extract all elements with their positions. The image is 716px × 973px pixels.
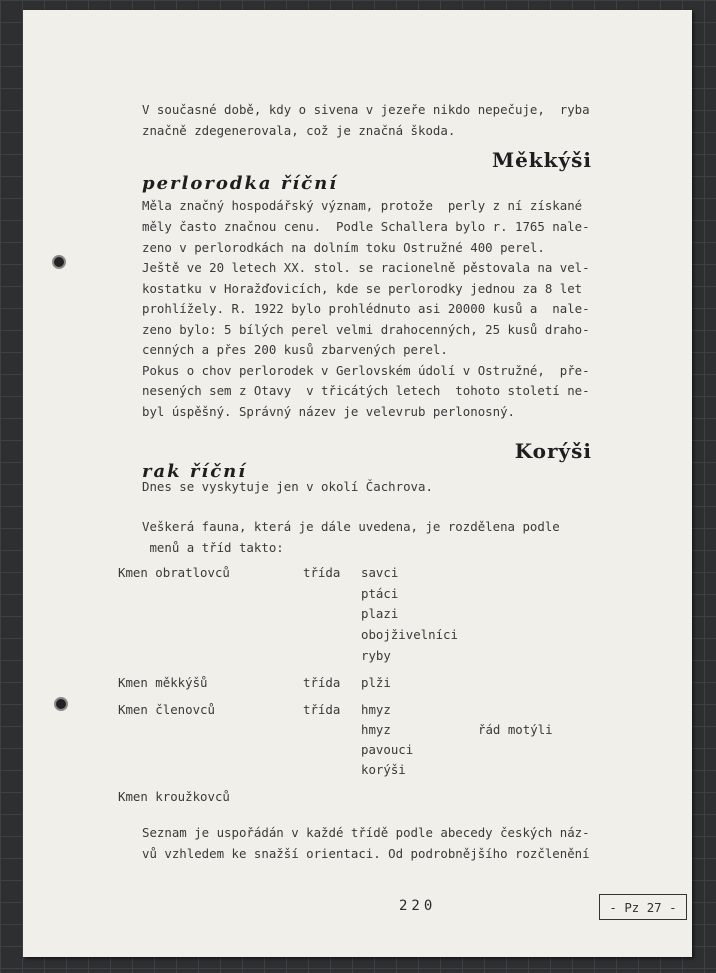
closing-line: Seznam je uspořádán v každé třídě podle abecedy českých náz- [142,825,590,840]
class-plazi: plazi [361,606,399,621]
pz-reference-box: - Pz 27 - [599,894,687,920]
subheading-rak: rak říční [142,461,248,482]
trida-label: třída [303,675,341,690]
paragraph-line: byl úspěšný. Správný název je velevrub perlonosný. [142,404,515,419]
section-heading-mekkysi: Měkkýši [491,148,592,172]
paragraph-line: Dnes se vyskytuje jen v okolí Čachrova. [142,479,433,494]
paragraph-line: Měla značný hospodářský význam, protože perly z ní získané [142,198,583,213]
paragraph-line: nesených sem z Otavy v třicátých letech tohoto století ne- [142,383,590,398]
class-obojzivelnici: obojživelníci [361,627,458,642]
intro-line: V současné době, kdy o sivena v jezeře nikdo nepečuje, ryba [142,102,590,117]
class-hmyz-second: hmyz [361,722,391,737]
class-hmyz: hmyz [361,702,391,717]
class-ryby: ryby [361,648,391,663]
document-page [23,10,692,957]
paragraph-line: zeno v perlorodkách na dolním toku Ostružné 400 perel. [142,240,545,255]
paragraph-line: Ještě ve 20 letech XX. stol. se racionelně pěstovala na vel- [142,260,590,275]
class-korysi: korýši [361,762,406,777]
paragraph-line: zeno bylo: 5 bílých perel velmi drahocenných, 25 kusů draho- [142,322,590,337]
class-plzi: plži [361,675,391,690]
paragraph-line: prohlížely. R. 1922 bylo prohlédnuto asi 20000 kusů a nale- [142,301,590,316]
paragraph-line: měly často značnou cenu. Podle Schallera bylo r. 1765 nale- [142,219,590,234]
kmen-krouzkovcu: Kmen kroužkovců [118,789,230,804]
paragraph-line: cenných a přes 200 kusů zbarvených perel. [142,342,448,357]
class-pavouci: pavouci [361,742,414,757]
binder-hole-bottom [54,697,68,711]
trida-label: třída [303,565,341,580]
section-heading-korysi: Korýši [514,439,592,463]
class-savci: savci [361,565,399,580]
order-motyli: řád motýli [478,722,553,737]
kmen-mekkysu: Kmen měkkýšů [118,675,208,690]
kmen-obratlovcu: Kmen obratlovců [118,565,230,580]
intro-line: značně zdegenerovala, což je značná škoda. [142,123,456,138]
closing-line: vů vzhledem ke snažší orientaci. Od podrobnějšího rozčlenění [142,846,590,861]
paragraph-line: Pokus o chov perlorodek v Gerlovském údolí v Ostružné, pře- [142,363,590,378]
subheading-perlorodka: perlorodka říční [142,173,339,194]
fauna-intro-line: menů a tříd takto: [142,540,284,555]
kmen-clenovcu: Kmen členovců [118,702,215,717]
fauna-intro-line: Veškerá fauna, která je dále uvedena, je rozdělena podle [142,519,560,534]
paragraph-line: kostatku v Horažďovicích, kde se perlorodky jednou za 8 let [142,281,583,296]
class-ptaci: ptáci [361,586,399,601]
page-number: 220 [399,898,437,914]
binder-hole-top [52,255,66,269]
trida-label: třída [303,702,341,717]
